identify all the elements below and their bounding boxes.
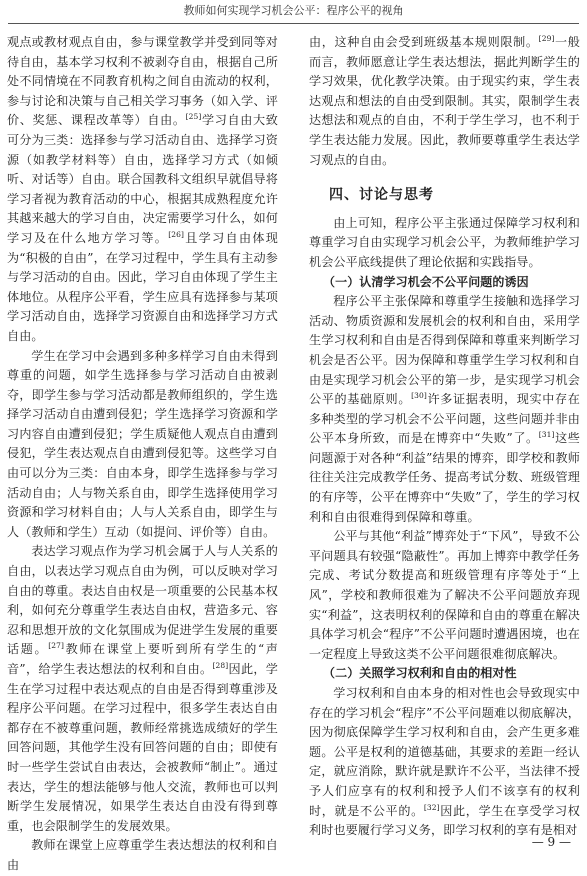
citation-ref: [28]	[212, 660, 229, 670]
text-run: 一般而言，教师愿意让学生表达想法，据此判断学生的学习效果，优化教学决策。由于现实约束，学生表达观点和想法的自由受到限制。其实，限制学生表达想法和观点的自由，不利于学生学习，也不利于学生表达能力发展。因此，教师要尊重学生表达学习观点的自由。	[309, 35, 580, 167]
subsection-heading: （二）关照学习权利和自由的相对性	[323, 666, 517, 681]
subsection-heading: （一）认清学习机会不公平问题的诱因	[323, 274, 529, 289]
section-heading: 四、讨论与思考	[329, 187, 434, 204]
text-run: 学习自由大致可分为三类：选择参与学习活动自由、选择学习资源（如教学材料等）自由，选择学习方式（如倾听、对话等）自由。联合国教科文组织早就倡导将学习者视为教育活动的中心，根据其成熟程度允许其越来越大的学习自由，决定需要学习什么，如何学习及在什么地方学习等。	[7, 113, 278, 245]
left-column	[7, 33, 278, 876]
paragraph: 由上可知，程序公平主张通过保障学习权利和尊重学习自由实现学习机会公平，为教师维护学习机会公平底线提供了理论依据和实践指导。	[309, 215, 580, 269]
header-rule	[8, 23, 579, 24]
citation-ref: [32]	[423, 802, 440, 812]
paragraph	[309, 33, 580, 170]
text-run: 且学习自由体现为“积极的自由”，在学习过程中，学生具有主动参与学习活动的自由。因此，学习自由体现了学生主体地位。从程序公平看，学生应具有选择参与某项学习活动自由，选择学习资源自由和选择学习方式自由。	[7, 230, 279, 343]
text-run: 许多证据表明，现实中存在多种类型的学习机会不公平问题，这些问题并非由公平本身所致，而是在博弈中“失败”了。	[309, 392, 580, 446]
paragraph	[309, 684, 580, 841]
text-run: 这些问题源于对各种“利益”结果的博弈，即学校和教师往往关注完成教学任务、提高考试分数、班级管理的有序等，公平在博弈中“失败”了，学生的学习权利和自由很难得到保障和尊重。	[309, 431, 580, 524]
citation-ref: [29]	[538, 33, 555, 43]
text-run: 程序公平主张保障和尊重学生接触和选择学习活动、物质资源和发展机会的权利和自由，采用学生学习权利和自由是否得到保障和尊重来判断学习机会是否公平。因为保障和尊重学生学习权利和自由是实现学习机会公平的第一步，是实现学习机会公平的基础原则。	[309, 294, 580, 407]
text-run: 由，这种自由会受到班级基本规则限制。	[309, 35, 539, 49]
text-run: 表达学习观点作为学习机会属于人与人关系的自由，以表达学习观点自由为例，可以反映对学习自由的尊重。表达自由权是一项重要的公民基本权利，如何充分尊重学生表达自由权，营造多元、容忍和思想开放的文化氛围成为促进学生发展的重要话题。	[7, 544, 278, 657]
paragraph	[7, 33, 278, 347]
text-run: 因此，学生在学习过程中表达观点的自由是否得到尊重涉及程序公平问题。在学习过程中，很多学生表达自由都存在不被尊重问题，教师经常挑选成绩好的学生回答问题，其他学生没有回答问题的自由；即使有时一些学生尝试自由表达，会被教师“制止”。通过表达，学生的想法能够与他人交流，教师也可以判断学生发展情况，如果学生表达自由没有得到尊重，也会限制学生的发展效果。	[7, 662, 278, 833]
text-run: 教师在课堂上要听到所有学生的“声音”，给学生表达想法的权利和自由。	[7, 642, 278, 676]
text-run: 因此，学生在享受学习权利时也要履行学习义务，即学习权利的享有是相对	[309, 803, 580, 838]
paragraph: 公平与其他“利益”博弈处于“下风”，导致不公平问题具有较强“隐蔽性”。再加上博弈中教学任务完成、考试分数提高和班级管理有序等处于“上风”，学校和教师很难为了解决不公平问题放弃现实“利益”，这表明权利的保障和自由的尊重在解决具体学习机会“程序”不公平问题时遭遇困境，也在一定程度上导致这类不公平问题很难彻底解决。	[309, 529, 580, 661]
paragraph	[309, 292, 580, 527]
paragraph: 教师在课堂上应尊重学生表达想法的权利和自由	[7, 838, 278, 872]
citation-ref: [26]	[168, 229, 184, 239]
paragraph: 学生在学习中会遇到多种多样学习自由未得到尊重的问题，如学生选择参与学习活动自由被剥夺，即学生参与学习活动都是教师组织的，学生选择学习活动自由遭到侵犯；学生选择学习资源和学习内容自由遭到侵犯；学生质疑他人观点自由遭到侵犯，学生表达观点自由遭到侵犯等。这些学习自由可以分为三类：自由本身，即学生选择参与学习活动自由；人与物关系自由，即学生选择使用学习资源和学习材料自由；人与人关系自由，即学生与人（教师和学生）互动（如提问、评价等）自由。	[7, 348, 278, 539]
citation-ref: [31]	[538, 430, 555, 440]
right-column	[309, 33, 580, 841]
citation-ref: [25]	[185, 112, 202, 122]
citation-ref: [27]	[48, 641, 65, 651]
running-header: 教师如何实现学习机会公平：程序公平的视角	[183, 4, 404, 17]
text-run: 观点或教材观点自由，参与课堂教学并受到同等对待自由，基本学习权利不被剥夺自由，根据自己所处不同情境在不同教育机构之间自由流动的权利，参与讨论和决策与自己相关学习事务（如入学、评价、奖惩、课程改革等）自由。	[7, 35, 278, 128]
citation-ref: [30]	[411, 391, 427, 401]
text-run: 学习权利和自由本身的相对性也会导致现实中存在的学习机会“程序”不公平问题难以彻底解决，因为彻底保障学生学习权利和自由，会产生更多难题。公平是权利的道德基础，其要求的差距一经认定，就应消除，默许就是默许不公平，当法律不授予人们应享有的权利和授予人们不该享有的权利时，就是不公平的。	[309, 686, 580, 818]
page-number: — 9 —	[531, 835, 571, 849]
paragraph	[7, 542, 278, 836]
